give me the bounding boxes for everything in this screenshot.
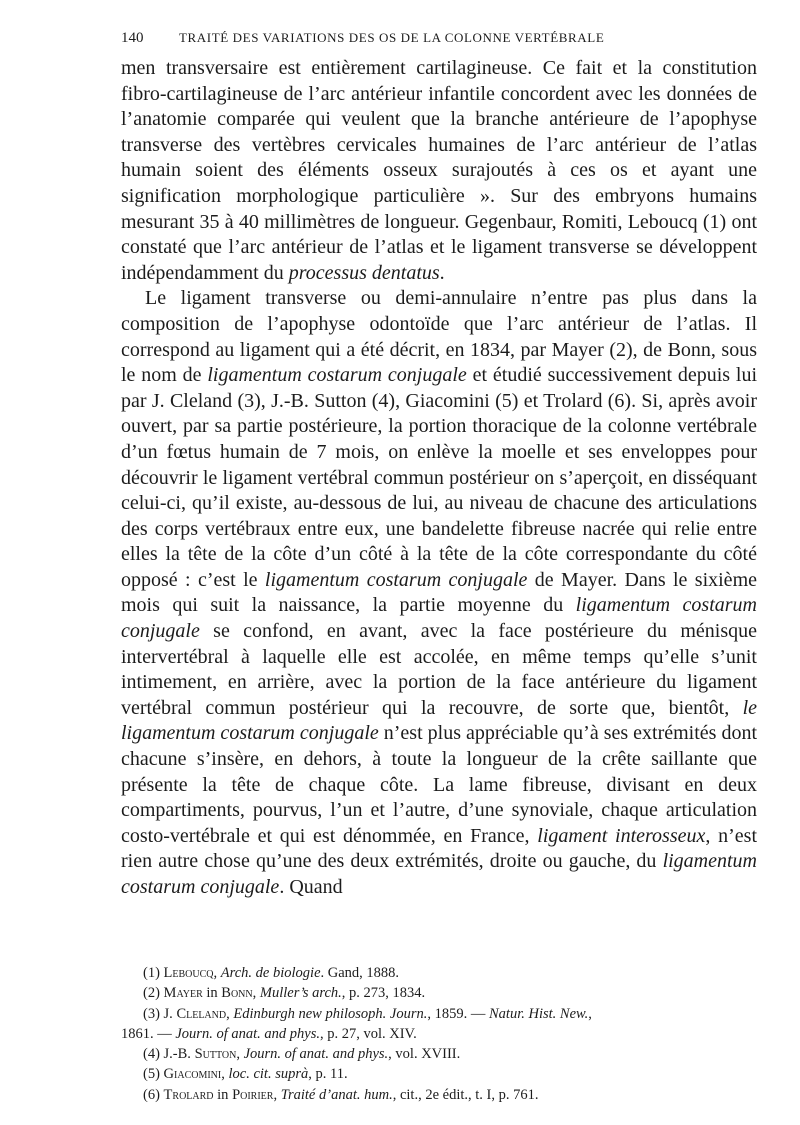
text-run: , <box>226 1005 234 1022</box>
text-run: , cit., 2e édit., t. I, p. 761. <box>392 1086 539 1103</box>
footnotes <box>121 963 757 1105</box>
footnote-marker: (4) J.-B. <box>143 1046 195 1063</box>
text-run: . Gand, 1888. <box>320 965 400 981</box>
text-run: , <box>221 1066 229 1083</box>
page <box>121 30 757 901</box>
running-title: TRAITÉ DES VARIATIONS DES OS DE LA COLONNE VERTÉBRALE <box>179 30 605 45</box>
footnote-2 <box>121 983 757 1003</box>
text-run: , n’est rien autre chose qu’une des deux extrémités, droite ou gauche, du <box>121 824 757 873</box>
text-run: in <box>213 1086 233 1103</box>
italic-term: ligament interosseux <box>537 824 706 847</box>
text-run: , p. 27, vol. XIV. <box>319 1025 417 1042</box>
text-run: , <box>588 1005 592 1022</box>
footnote-author: Cleland <box>176 1005 227 1022</box>
footnote-work: Journ. of anat. and phys. <box>175 1025 320 1042</box>
footnote-marker: (5) <box>143 1066 164 1083</box>
footnote-author: Poirier <box>232 1086 274 1103</box>
footnote-author: Trolard <box>163 1086 214 1103</box>
footnote-3 <box>121 1004 757 1024</box>
footnote-author: Leboucq <box>163 965 214 981</box>
footnote-3-continuation <box>121 1024 757 1044</box>
running-header <box>121 30 757 56</box>
footnote-marker: (1) <box>143 965 164 981</box>
footnote-marker: (6) <box>143 1086 164 1103</box>
footnote-author: Bonn <box>221 985 253 1002</box>
italic-term: ligamentum costarum conjugale <box>121 594 757 643</box>
footnote-marker: (3) J. <box>143 1005 177 1022</box>
footnote-work: Journ. of anat. and phys. <box>243 1046 389 1063</box>
italic-term: le ligamentum costarum conjugale <box>121 696 757 745</box>
paragraph-2 <box>121 286 757 900</box>
footnote-author: Giacomini <box>163 1066 222 1083</box>
body-text <box>121 56 757 901</box>
text-run: , <box>236 1046 244 1063</box>
italic-term: ligamentum costarum conjugale <box>264 568 528 591</box>
text-run: , <box>273 1086 281 1103</box>
footnote-5 <box>121 1064 757 1084</box>
paragraph-1 <box>121 56 757 286</box>
text-run: et étudié successivement depuis lui par J. Cleland (3), J.-B. Sutton (4), Giacomini (5) et Trolard (6). Si, après avoir ouvert, par sa partie postérieure, la portion thoracique de la colonne vertébrale d’un fœtus humain de 7 mois, on enlève la moelle et ses enveloppes pour découvrir le ligament vertébral commun postérieur on s’aperçoit, en disséquant celui-ci, qu’il existe, au-dessous de lui, au niveau de chacune des articulations des corps vertébraux entre eux, une bandelette fibreuse nacrée qui relie entre elles la tête de la côte d’un côté à la tête de la côte correspondante du côté opposé : c’est le <box>121 364 757 591</box>
text-run: 1861. — <box>121 1025 176 1042</box>
footnote-marker: (2) <box>143 985 164 1002</box>
text-run: de Mayer. Dans le sixième mois qui suit la naissance, la partie moyenne du <box>121 568 757 617</box>
text-run: . <box>439 261 445 284</box>
footnote-6 <box>121 1085 757 1105</box>
text-run: . Quand <box>279 876 343 898</box>
text-run: , <box>213 965 221 981</box>
footnote-4 <box>121 1044 757 1064</box>
footnote-1 <box>121 963 757 983</box>
footnote-work: Traité d’anat. hum. <box>280 1086 393 1103</box>
footnote-work: Edinburgh new philosoph. Journ. <box>233 1005 428 1022</box>
text-run: Le ligament transverse ou demi-annulaire n’entre pas plus dans la composition de l’apophyse odontoïde que l’arc antérieur de l’atlas. Il correspond au ligament qui a été décrit, en 1834, par Mayer (2), de Bonn, sous le nom de <box>121 287 757 387</box>
text-run: , 1859. — <box>427 1005 489 1022</box>
italic-term: ligamentum costarum conjugale <box>207 364 467 387</box>
page-number: 140 <box>121 30 144 46</box>
text-run: , <box>252 985 260 1002</box>
text-run: , p. 11. <box>308 1066 348 1083</box>
text-run: men transversaire est entièrement cartilagineuse. Ce fait et la constitution fibro-cartilagineuse de l’arc antérieur infantile concordent avec les données de l’anatomie comparée qui veulent que la branche antérieure de l’apophyse transverse des vertèbres cervicales humaines de l’arc antérieur de l’atlas humain soient des éléments osseux surajoutés à ces os et ayant une signification morphologique particulière ». Sur des embryons humains mesurant 35 à 40 millimètres de longueur. Gegenbaur, Romiti, Leboucq (1) ont constaté que l’arc antérieur de l’atlas et le ligament transverse se développent indépendamment du <box>121 57 757 284</box>
text-run: , vol. XVIII. <box>388 1046 461 1063</box>
footnote-work: loc. cit. suprà <box>228 1066 309 1083</box>
text-run: , p. 273, 1834. <box>341 985 426 1002</box>
footnote-author: Sutton <box>194 1046 237 1063</box>
footnote-work: Arch. de biologie <box>220 965 321 981</box>
text-run: in <box>202 985 222 1002</box>
footnote-work: Natur. Hist. New. <box>489 1005 589 1022</box>
footnote-work: Muller’s arch. <box>259 985 342 1002</box>
footnote-author: Mayer <box>163 985 203 1002</box>
italic-term: processus dentatus <box>288 261 440 284</box>
text-run: n’est plus appréciable qu’à ses extrémités dont chacune s’insère, en dehors, à toute la longueur de la crête saillante que présente la tête de chaque côte. La lame fibreuse, divisant en deux compartiments, pourvus, l’un et l’autre, d’une synoviale, chaque articulation costo-vertébrale et qui est dénommée, en France, <box>121 722 758 847</box>
italic-term: ligamentum costarum conjugale <box>121 850 757 898</box>
text-run: se confond, en avant, avec la face postérieure du ménisque intervertébral à laquelle elle est accolée, en même temps qu’elle s’unit intimement, en arrière, avec la portion de la face antérieure du ligament vertébral commun postérieur qui la recouvre, de sorte que, bientôt, <box>121 620 757 719</box>
